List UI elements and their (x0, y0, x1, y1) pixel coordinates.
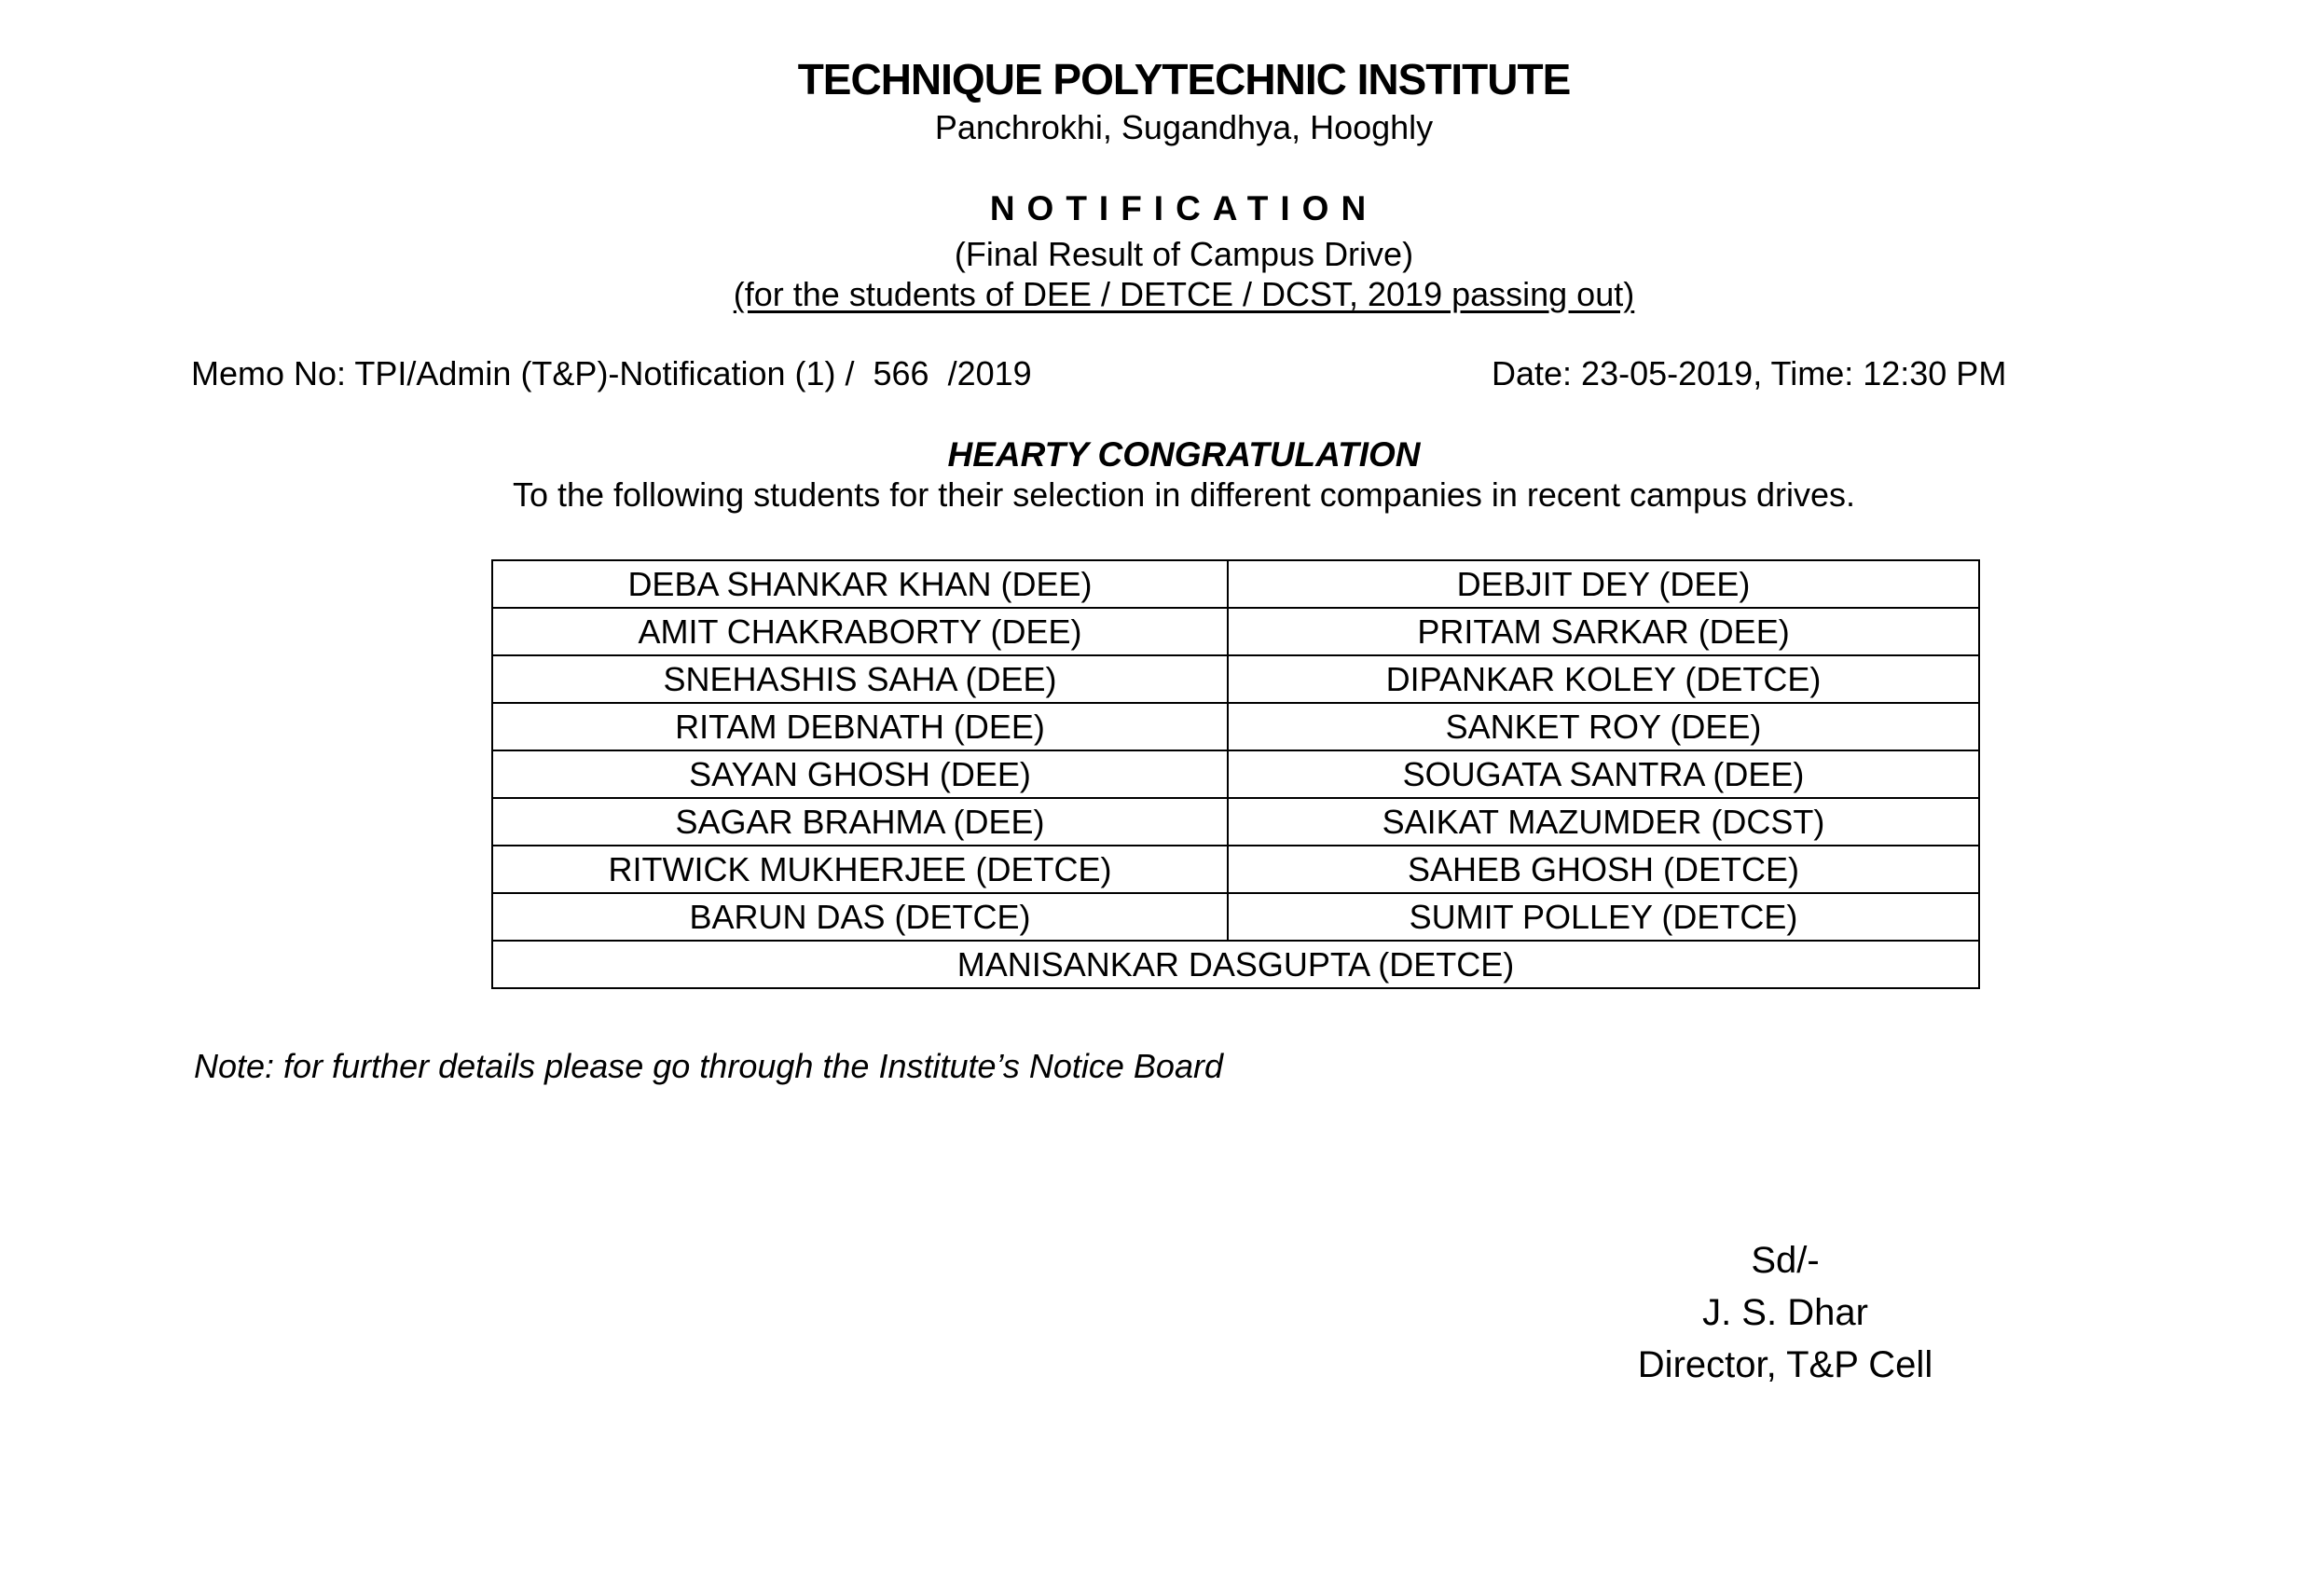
student-cell: DEBJIT DEY (DEE) (1228, 560, 1979, 608)
signatory-name: J. S. Dhar (1702, 1292, 1868, 1333)
institute-address: Panchrokhi, Sugandhya, Hooghly (934, 108, 1434, 146)
student-cell: DEBA SHANKAR KHAN (DEE) (492, 560, 1228, 608)
table-row (492, 798, 1979, 846)
table-row (492, 941, 1979, 988)
table-row (492, 846, 1979, 893)
memo-number: Memo No: TPI/Admin (T&P)-Notification (1) / 566 /2019 (191, 354, 1032, 392)
notification-subtitle-students-text: (for the students of DEE / DETCE / DCST, 2019 passing out) (733, 275, 1635, 313)
student-cell: SAIKAT MAZUMDER (DCST) (1228, 798, 1979, 846)
note-text: Note: for further details please go through the Institute’s Notice Board (194, 1047, 1223, 1085)
table-row (492, 608, 1979, 655)
signatory-designation: Director, T&P Cell (1637, 1344, 1933, 1385)
notification-title: NOTIFICATION (989, 189, 1379, 227)
institute-name: TECHNIQUE POLYTECHNIC INSTITUTE (797, 55, 1571, 103)
student-cell: SUMIT POLLEY (DETCE) (1228, 893, 1979, 941)
table-row (492, 893, 1979, 941)
student-cell: SOUGATA SANTRA (DEE) (1228, 750, 1979, 798)
student-cell: SAHEB GHOSH (DETCE) (1228, 846, 1979, 893)
student-cell: AMIT CHAKRABORTY (DEE) (492, 608, 1228, 655)
notification-subtitle: (Final Result of Campus Drive) (954, 235, 1414, 273)
selected-students-table (491, 559, 1980, 989)
memo-date: Date: 23-05-2019, Time: 12:30 PM (1492, 354, 2007, 392)
student-cell: SANKET ROY (DEE) (1228, 703, 1979, 750)
student-cell: RITWICK MUKHERJEE (DETCE) (492, 846, 1228, 893)
student-cell: BARUN DAS (DETCE) (492, 893, 1228, 941)
student-cell: SNEHASHIS SAHA (DEE) (492, 655, 1228, 703)
notification-subtitle-students (0, 275, 2311, 314)
student-cell: PRITAM SARKAR (DEE) (1228, 608, 1979, 655)
student-cell: MANISANKAR DASGUPTA (DETCE) (492, 941, 1979, 988)
student-cell: SAYAN GHOSH (DEE) (492, 750, 1228, 798)
student-cell: SAGAR BRAHMA (DEE) (492, 798, 1228, 846)
table-row (492, 560, 1979, 608)
congratulation-heading: HEARTY CONGRATULATION (947, 435, 1421, 474)
student-cell: DIPANKAR KOLEY (DETCE) (1228, 655, 1979, 703)
signature-sd: Sd/- (1751, 1240, 1820, 1281)
congratulation-text: To the following students for their selection in different companies in recent campus drives. (512, 475, 1856, 514)
table-row (492, 750, 1979, 798)
table-row (492, 703, 1979, 750)
table-row (492, 655, 1979, 703)
student-cell: RITAM DEBNATH (DEE) (492, 703, 1228, 750)
